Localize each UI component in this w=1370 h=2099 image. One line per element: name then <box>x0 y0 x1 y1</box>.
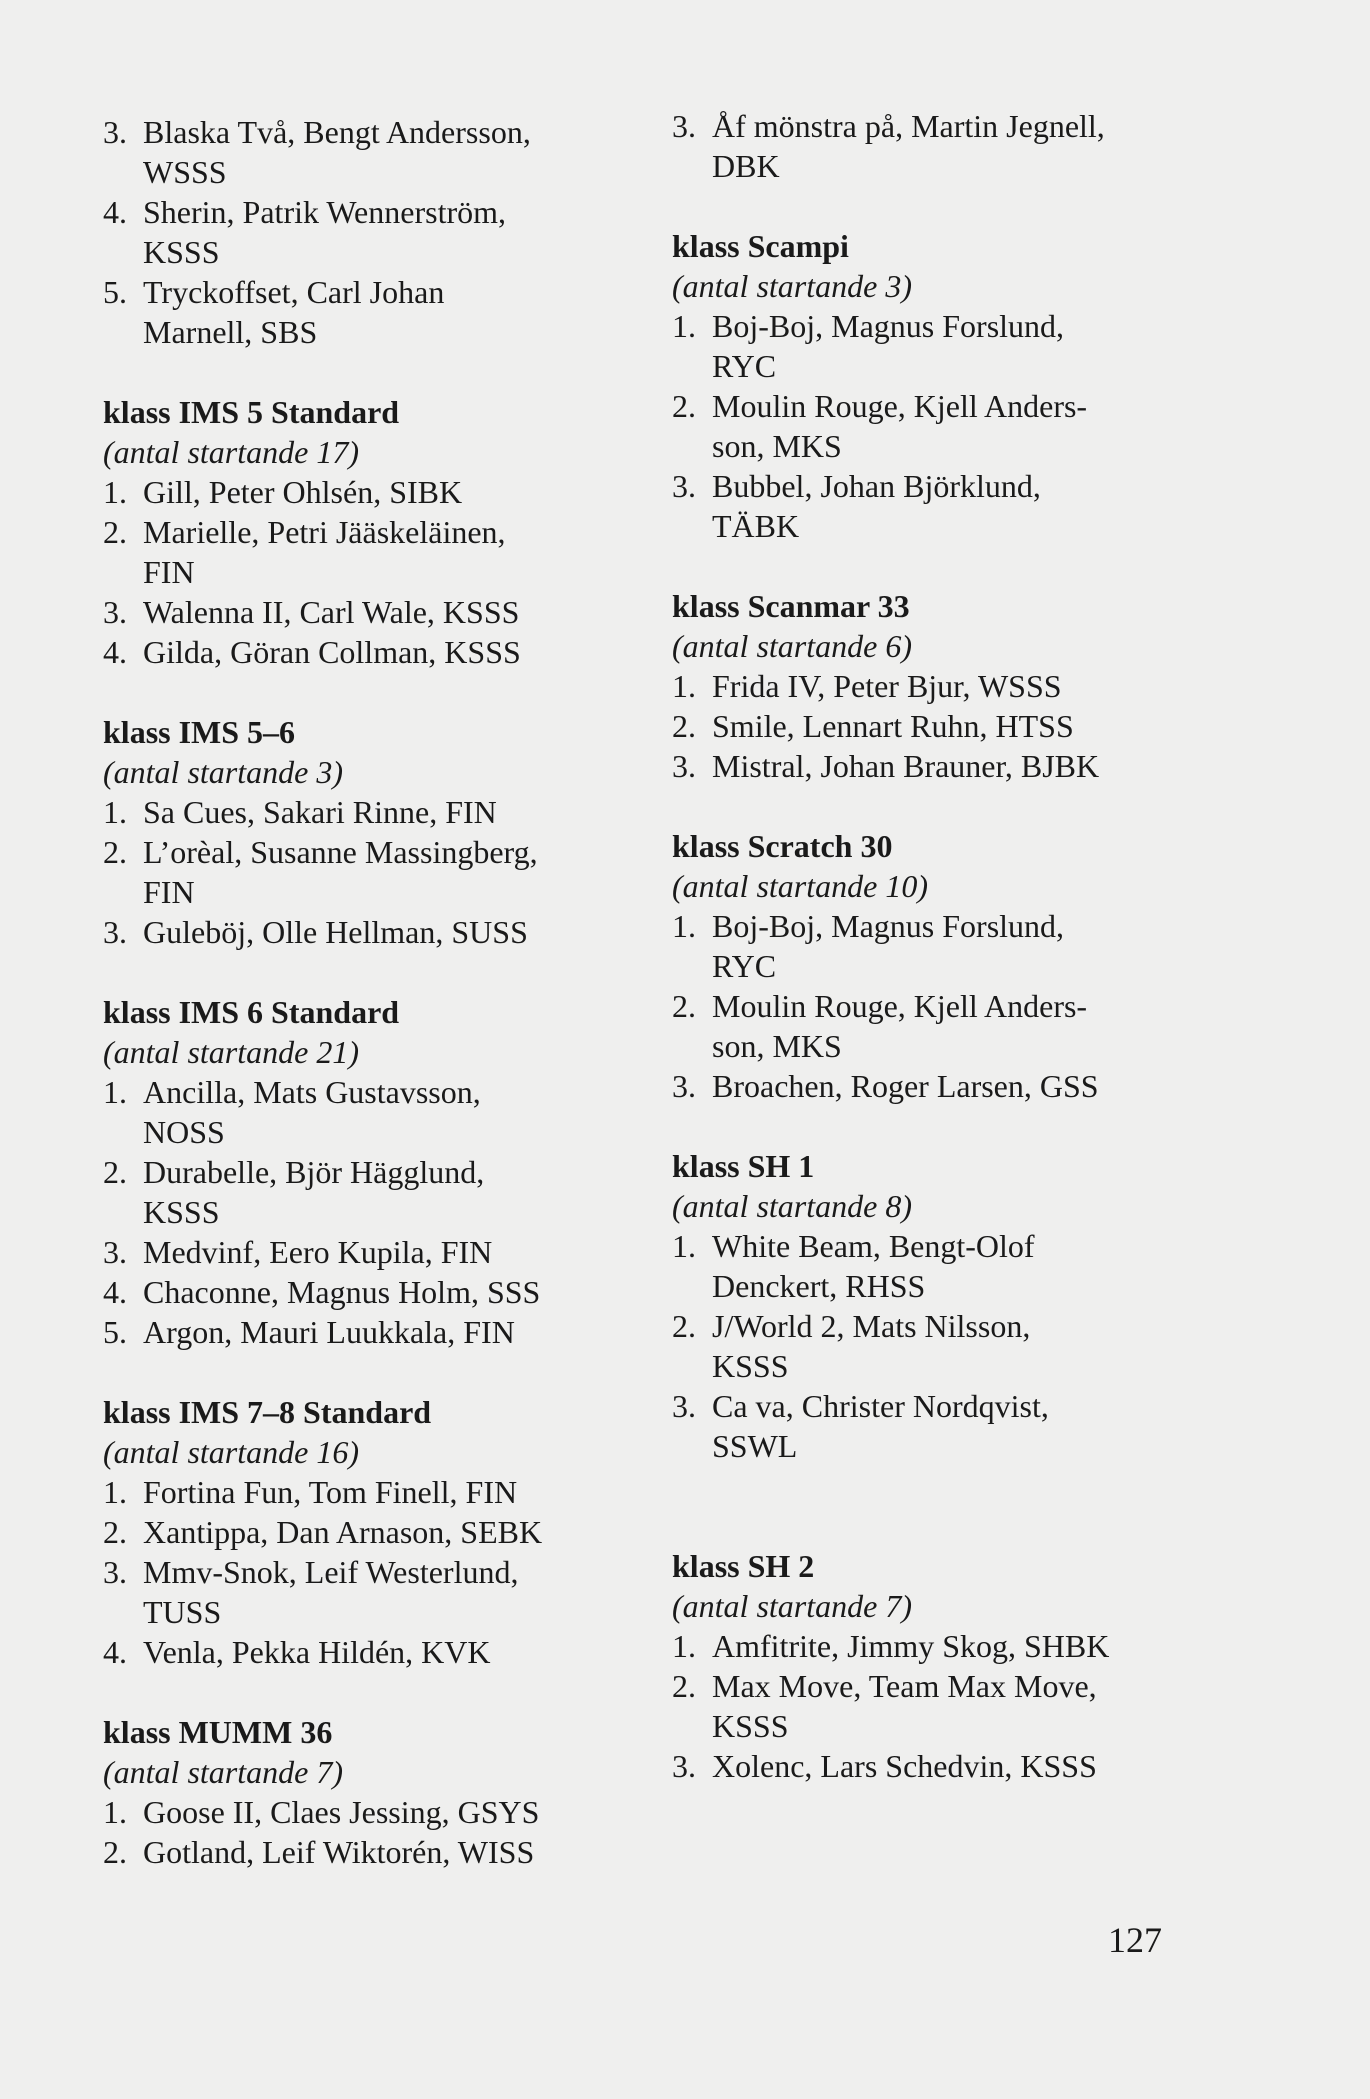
result-text: Goose II, Claes Jessing, GSYS <box>143 1794 540 1830</box>
result-continuation: KSSS <box>712 1708 789 1744</box>
result-continuation: Marnell, SBS <box>143 314 318 350</box>
result-text: Guleböj, Olle Hellman, SUSS <box>143 914 528 950</box>
result-item <box>103 632 521 672</box>
result-text: Boj-Boj, Magnus Forslund, <box>712 308 1065 344</box>
result-text: Mmv-Snok, Leif Westerlund, <box>143 1554 519 1590</box>
result-rank: 1. <box>103 794 127 830</box>
result-continuation: FIN <box>143 874 195 910</box>
class-heading: klass SH 1 <box>672 1148 815 1184</box>
result-continuation: NOSS <box>143 1114 225 1150</box>
result-text: Sherin, Patrik Wennerström, <box>143 194 506 230</box>
result-text: Gilda, Göran Collman, KSSS <box>143 634 521 670</box>
result-rank: 1. <box>103 1474 127 1510</box>
result-continuation: DBK <box>712 148 780 184</box>
result-item <box>672 746 1099 786</box>
result-item <box>103 1512 542 1552</box>
starters-count: (antal startande 21) <box>103 1034 359 1070</box>
starters-count: (antal startande 3) <box>103 754 343 790</box>
result-item <box>103 1272 540 1312</box>
result-rank: 5. <box>103 1314 127 1350</box>
result-text: Argon, Mauri Luukkala, FIN <box>143 1314 515 1350</box>
result-rank: 4. <box>103 194 127 230</box>
class-heading: klass IMS 7–8 Standard <box>103 1394 432 1430</box>
class-heading: klass SH 2 <box>672 1548 815 1584</box>
result-rank: 1. <box>103 1794 127 1830</box>
result-text: Xolenc, Lars Schedvin, KSSS <box>712 1748 1097 1784</box>
result-rank: 1. <box>672 1228 696 1264</box>
result-rank: 1. <box>672 1628 696 1664</box>
result-item <box>672 906 1064 946</box>
result-continuation: TUSS <box>143 1594 222 1630</box>
result-item <box>672 1066 1099 1106</box>
class-heading: klass Scratch 30 <box>672 828 893 864</box>
result-text: Medvinf, Eero Kupila, FIN <box>143 1234 493 1270</box>
result-item <box>103 512 506 552</box>
result-text: Mistral, Johan Brauner, BJBK <box>712 748 1100 784</box>
result-text: L’orèal, Susanne Massingberg, <box>143 834 538 870</box>
result-rank: 4. <box>103 634 127 670</box>
result-item <box>672 1666 1097 1706</box>
result-text: Walenna II, Carl Wale, KSSS <box>143 594 520 630</box>
result-rank: 4. <box>103 1634 127 1670</box>
result-text: Ancilla, Mats Gustavsson, <box>143 1074 481 1110</box>
result-item <box>672 1626 1109 1666</box>
result-continuation: WSSS <box>143 154 227 190</box>
result-rank: 2. <box>103 1834 127 1870</box>
result-rank: 5. <box>103 274 127 310</box>
page-number: 127 <box>1108 1920 1162 1960</box>
starters-count: (antal startande 3) <box>672 268 912 304</box>
result-rank: 2. <box>103 834 127 870</box>
class-heading: klass MUMM 36 <box>103 1714 333 1750</box>
result-item <box>672 106 1105 146</box>
result-item <box>103 1232 492 1272</box>
result-rank: 2. <box>672 708 696 744</box>
result-rank: 1. <box>672 668 696 704</box>
result-item <box>103 1312 515 1352</box>
starters-count: (antal startande 17) <box>103 434 359 470</box>
result-text: Smile, Lennart Ruhn, HTSS <box>712 708 1074 744</box>
result-continuation: FIN <box>143 554 195 590</box>
result-continuation: KSSS <box>143 1194 220 1230</box>
starters-count: (antal startande 6) <box>672 628 912 664</box>
class-heading: klass Scampi <box>672 228 849 264</box>
class-heading: klass IMS 6 Standard <box>103 994 400 1030</box>
result-rank: 3. <box>103 1234 127 1270</box>
result-text: Fortina Fun, Tom Finell, FIN <box>143 1474 518 1510</box>
result-rank: 3. <box>103 1554 127 1590</box>
result-continuation: son, MKS <box>712 428 842 464</box>
result-item <box>672 1746 1097 1786</box>
result-item <box>103 1632 490 1672</box>
result-rank: 3. <box>103 114 127 150</box>
result-rank: 2. <box>672 388 696 424</box>
result-text: Gill, Peter Ohlsén, SIBK <box>143 474 463 510</box>
result-text: Åf mönstra på, Martin Jegnell, <box>712 108 1105 144</box>
result-item <box>672 706 1074 746</box>
result-text: Frida IV, Peter Bjur, WSSS <box>712 668 1062 704</box>
result-rank: 2. <box>672 1668 696 1704</box>
result-continuation: RYC <box>712 948 777 984</box>
result-continuation: son, MKS <box>712 1028 842 1064</box>
result-continuation: KSSS <box>712 1348 789 1384</box>
result-item <box>103 192 506 232</box>
result-item <box>672 986 1087 1026</box>
result-text: Max Move, Team Max Move, <box>712 1668 1097 1704</box>
result-item <box>672 306 1064 346</box>
result-text: Bubbel, Johan Björklund, <box>712 468 1041 504</box>
result-rank: 4. <box>103 1274 127 1310</box>
result-item <box>103 832 538 872</box>
result-text: Moulin Rouge, Kjell Anders- <box>712 988 1088 1024</box>
class-heading: klass IMS 5 Standard <box>103 394 400 430</box>
result-rank: 3. <box>672 1748 696 1784</box>
class-heading: klass Scanmar 33 <box>672 588 910 624</box>
result-rank: 3. <box>672 108 696 144</box>
result-item <box>672 466 1041 506</box>
result-rank: 2. <box>672 988 696 1024</box>
result-rank: 1. <box>103 1074 127 1110</box>
result-item <box>103 472 462 512</box>
result-text: Durabelle, Björ Hägglund, <box>143 1154 485 1190</box>
result-text: White Beam, Bengt-Olof <box>712 1228 1035 1264</box>
result-item <box>672 1386 1049 1426</box>
result-rank: 3. <box>103 914 127 950</box>
starters-count: (antal startande 10) <box>672 868 928 904</box>
result-continuation: RYC <box>712 348 777 384</box>
starters-count: (antal startande 7) <box>672 1588 912 1624</box>
result-item <box>103 1472 517 1512</box>
result-continuation: TÄBK <box>712 508 800 544</box>
result-item <box>103 792 497 832</box>
class-heading: klass IMS 5–6 <box>103 714 296 750</box>
result-item <box>103 1152 484 1192</box>
result-rank: 3. <box>672 1068 696 1104</box>
result-rank: 1. <box>672 908 696 944</box>
result-rank: 3. <box>103 594 127 630</box>
result-item <box>103 1832 534 1872</box>
result-text: Ca va, Christer Nordqvist, <box>712 1388 1049 1424</box>
result-continuation: Denckert, RHSS <box>712 1268 926 1304</box>
result-text: Venla, Pekka Hildén, KVK <box>143 1634 491 1670</box>
starters-count: (antal startande 7) <box>103 1754 343 1790</box>
starters-count: (antal startande 8) <box>672 1188 912 1224</box>
result-rank: 3. <box>672 1388 696 1424</box>
result-text: Chaconne, Magnus Holm, SSS <box>143 1274 541 1310</box>
result-rank: 2. <box>103 1154 127 1190</box>
result-rank: 3. <box>672 468 696 504</box>
result-item <box>103 272 444 312</box>
result-continuation: SSWL <box>712 1428 798 1464</box>
result-text: Tryckoffset, Carl Johan <box>143 274 445 310</box>
result-text: J/World 2, Mats Nilsson, <box>712 1308 1031 1344</box>
result-rank: 2. <box>672 1308 696 1344</box>
result-text: Moulin Rouge, Kjell Anders- <box>712 388 1088 424</box>
result-rank: 1. <box>672 308 696 344</box>
result-item <box>103 912 528 952</box>
result-rank: 2. <box>103 1514 127 1550</box>
result-item <box>103 112 531 152</box>
result-item <box>103 592 519 632</box>
result-item <box>672 666 1062 706</box>
result-item <box>103 1792 539 1832</box>
result-item <box>103 1552 518 1592</box>
result-rank: 3. <box>672 748 696 784</box>
result-rank: 1. <box>103 474 127 510</box>
result-continuation: KSSS <box>143 234 220 270</box>
result-text: Amfitrite, Jimmy Skog, SHBK <box>712 1628 1110 1664</box>
result-text: Sa Cues, Sakari Rinne, FIN <box>143 794 497 830</box>
result-text: Marielle, Petri Jääskeläinen, <box>143 514 506 550</box>
result-text: Gotland, Leif Wiktorén, WISS <box>143 1834 535 1870</box>
result-text: Blaska Två, Bengt Andersson, <box>143 114 531 150</box>
result-item <box>103 1072 481 1112</box>
starters-count: (antal startande 16) <box>103 1434 359 1470</box>
result-rank: 2. <box>103 514 127 550</box>
result-item <box>672 1306 1030 1346</box>
result-item <box>672 386 1087 426</box>
result-item <box>672 1226 1035 1266</box>
result-text: Broachen, Roger Larsen, GSS <box>712 1068 1099 1104</box>
result-text: Boj-Boj, Magnus Forslund, <box>712 908 1065 944</box>
result-text: Xantippa, Dan Arnason, SEBK <box>143 1514 543 1550</box>
